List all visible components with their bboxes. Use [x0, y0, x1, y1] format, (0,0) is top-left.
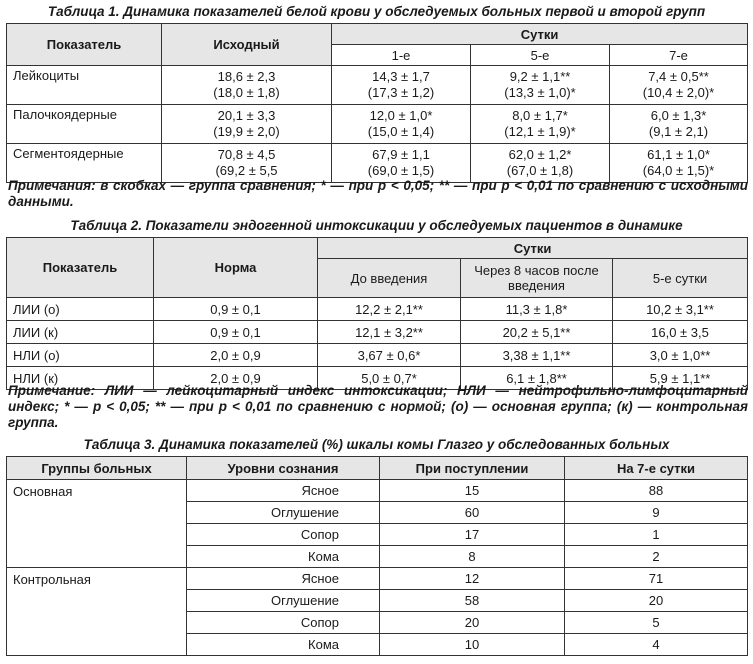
t2-cell: 3,0 ± 1,0**: [613, 344, 748, 367]
table2-caption: Таблица 2. Показатели эндогенной интоксикации у обследуемых пациентов в динамике: [70, 218, 683, 233]
t1-row-label: Лейкоциты: [7, 66, 162, 105]
t1-cell: 61,1 ± 1,0* (64,0 ± 1,5)*: [610, 144, 748, 183]
t1-cell: 6,0 ± 1,3* (9,1 ± 2,1): [610, 105, 748, 144]
table3-caption: Таблица 3. Динамика показателей (%) шкалы комы Глазго у обследованных больных: [83, 437, 670, 452]
table-row: [7, 321, 748, 344]
t3-level: Оглушение: [187, 590, 380, 612]
t3-cell: 8: [380, 546, 565, 568]
table-row: [7, 298, 748, 321]
t2-header-after8: Через 8 часов после введения: [461, 259, 613, 298]
t1-cell: 67,9 ± 1,1 (69,0 ± 1,5): [332, 144, 471, 183]
t2-cell: 0,9 ± 0,1: [154, 298, 318, 321]
t3-header-levels: Уровни сознания: [187, 457, 380, 480]
t3-header-admission: При поступлении: [380, 457, 565, 480]
t1-cell: 70,8 ± 4,5 (69,2 ± 5,5: [162, 144, 332, 183]
t2-header-before: До введения: [318, 259, 461, 298]
table1-note: Примечания: в скобках — группа сравнения; * — при p < 0,05; ** — при p < 0,01 по сравнению с исходными данными.: [8, 178, 748, 209]
t2-cell: 3,67 ± 0,6*: [318, 344, 461, 367]
t1-cell: 8,0 ± 1,7* (12,1 ± 1,9)*: [471, 105, 610, 144]
t2-row-label: ЛИИ (к): [7, 321, 154, 344]
table-row: [7, 568, 748, 590]
t2-header-norm: Норма: [154, 238, 318, 298]
t3-cell: 60: [380, 502, 565, 524]
t2-cell: 12,1 ± 3,2**: [318, 321, 461, 344]
t1-header-days: Сутки: [332, 24, 748, 45]
t3-level: Сопор: [187, 524, 380, 546]
t2-row-label: НЛИ (к): [7, 367, 154, 390]
table1-caption: Таблица 1. Динамика показателей белой крови у обследуемых больных первой и второй групп: [47, 4, 706, 19]
t1-cell: 18,6 ± 2,3 (18,0 ± 1,8): [162, 66, 332, 105]
table-row: [7, 105, 748, 144]
t2-cell: 12,2 ± 2,1**: [318, 298, 461, 321]
t2-row-label: НЛИ (о): [7, 344, 154, 367]
t3-cell: 10: [380, 634, 565, 656]
t3-cell: 4: [565, 634, 748, 656]
t2-cell: 5,9 ± 1,1**: [613, 367, 748, 390]
t2-cell: 2,0 ± 0,9: [154, 367, 318, 390]
t3-cell: 71: [565, 568, 748, 590]
t2-cell: 10,2 ± 3,1**: [613, 298, 748, 321]
t1-cell: 14,3 ± 1,7 (17,3 ± 1,2): [332, 66, 471, 105]
t3-header-groups: Группы больных: [7, 457, 187, 480]
t1-cell: 12,0 ± 1,0* (15,0 ± 1,4): [332, 105, 471, 144]
t1-cell: 7,4 ± 0,5** (10,4 ± 2,0)*: [610, 66, 748, 105]
t3-cell: 17: [380, 524, 565, 546]
t1-cell: 62,0 ± 1,2* (67,0 ± 1,8): [471, 144, 610, 183]
t2-cell: 0,9 ± 0,1: [154, 321, 318, 344]
table-row: [7, 344, 748, 367]
t1-row-label: Сегментоядерные: [7, 144, 162, 183]
t3-cell: 58: [380, 590, 565, 612]
t2-cell: 5,0 ± 0,7*: [318, 367, 461, 390]
t1-header-indicator: Показатель: [7, 24, 162, 66]
t3-level: Ясное: [187, 568, 380, 590]
t2-row-label: ЛИИ (о): [7, 298, 154, 321]
t3-header-day7: На 7-е сутки: [565, 457, 748, 480]
t2-cell: 16,0 ± 3,5: [613, 321, 748, 344]
table-row: [7, 144, 748, 183]
t2-header-d5: 5-е сутки: [613, 259, 748, 298]
t3-group-label: Основная: [7, 480, 187, 568]
t3-level: Сопор: [187, 612, 380, 634]
t2-cell: 6,1 ± 1,8**: [461, 367, 613, 390]
t1-cell: 9,2 ± 1,1** (13,3 ± 1,0)*: [471, 66, 610, 105]
t2-header-indicator: Показатель: [7, 238, 154, 298]
t3-group-label: Контрольная: [7, 568, 187, 656]
table3: [6, 456, 748, 656]
t2-cell: 20,2 ± 5,1**: [461, 321, 613, 344]
t3-cell: 2: [565, 546, 748, 568]
t3-cell: 9: [565, 502, 748, 524]
table-row: [7, 66, 748, 105]
t3-cell: 12: [380, 568, 565, 590]
t3-cell: 88: [565, 480, 748, 502]
t1-cell: 20,1 ± 3,3 (19,9 ± 2,0): [162, 105, 332, 144]
table1: [6, 23, 748, 183]
t3-cell: 15: [380, 480, 565, 502]
t3-cell: 20: [380, 612, 565, 634]
table2: [6, 237, 748, 390]
t1-header-d5: 5-е: [471, 45, 610, 66]
t3-cell: 1: [565, 524, 748, 546]
t3-level: Ясное: [187, 480, 380, 502]
t3-level: Кома: [187, 634, 380, 656]
t1-header-d1: 1-е: [332, 45, 471, 66]
t2-cell: 2,0 ± 0,9: [154, 344, 318, 367]
t2-cell: 3,38 ± 1,1**: [461, 344, 613, 367]
table2-note: Примечание: ЛИИ — лейкоцитарный индекс интоксикации; НЛИ — нейтрофильно-лимфоцитарный индекс; * — p < 0,05; ** — при p < 0,01 по сравнению с нормой; (о) — основная группа; (к) — контрольная группа.: [8, 383, 748, 430]
t1-row-label: Палочкоядерные: [7, 105, 162, 144]
t3-cell: 20: [565, 590, 748, 612]
t3-level: Кома: [187, 546, 380, 568]
t3-cell: 5: [565, 612, 748, 634]
t2-cell: 11,3 ± 1,8*: [461, 298, 613, 321]
table-row: [7, 480, 748, 502]
t3-level: Оглушение: [187, 502, 380, 524]
t1-header-initial: Исходный: [162, 24, 332, 66]
t1-header-d7: 7-е: [610, 45, 748, 66]
t2-header-days: Сутки: [318, 238, 748, 259]
